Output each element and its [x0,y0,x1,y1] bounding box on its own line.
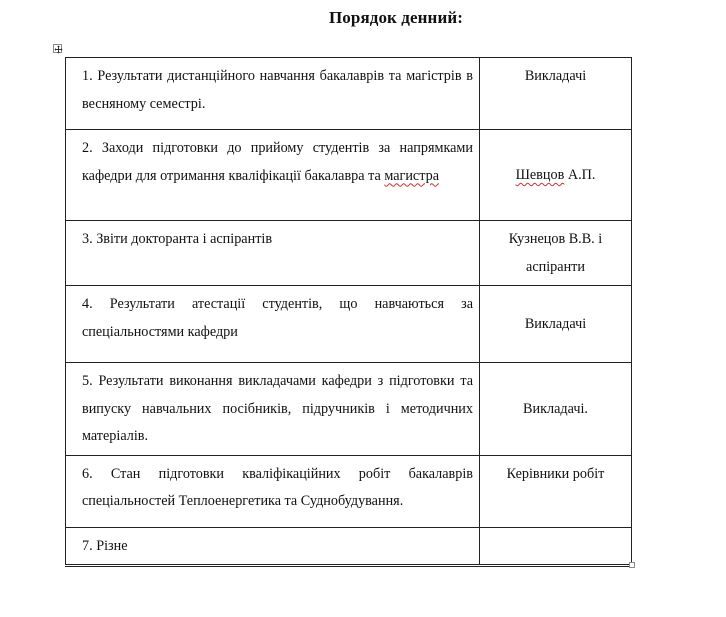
agenda-item: 5. Результати виконання викладачами кафедри з підготовки та випуску навчальних посібників, підручників і методичних матеріалів. [66,363,480,456]
agenda-item: 1. Результати дистанційного навчання бакалаврів та магістрів в весняному семестрі. [66,58,480,130]
agenda-responsible: Керівники робіт [480,455,632,527]
agenda-table [65,57,632,567]
table-row [66,527,632,566]
agenda-responsible [480,130,632,221]
agenda-item: 7. Різне [66,527,480,566]
agenda-responsible [480,527,632,566]
table-row [66,221,632,286]
agenda-item: 3. Звіти докторанта і аспірантів [66,221,480,286]
spellcheck-flagged-word[interactable]: магистра [384,167,439,184]
agenda-responsible-text: А.П. [564,166,596,183]
agenda-responsible: Викладачі [480,286,632,363]
table-row [66,363,632,456]
agenda-item: 6. Стан підготовки кваліфікаційних робіт бакалаврів спеціальностей Теплоенергетика та Суднобудування. [66,455,480,527]
table-move-handle-icon[interactable] [53,44,62,53]
spellcheck-flagged-word[interactable]: Шевцов [515,166,565,183]
agenda-item: 4. Результати атестації студентів, що навчаються за спеціальностями кафедри [66,286,480,363]
agenda-item [66,130,480,221]
table-row [66,455,632,527]
table-row [66,130,632,221]
agenda-responsible: Викладачі. [480,363,632,456]
document-title: Порядок денний: [328,8,463,27]
agenda-responsible: Кузнецов В.В. і аспіранти [480,221,632,286]
agenda-responsible: Викладачі [480,58,632,130]
table-resize-handle[interactable] [629,562,635,568]
table-row [66,286,632,363]
table-row [66,58,632,130]
agenda-item-text: 2. Заходи підготовки до прийому студентів за напрямками кафедри для отримання кваліфікації бакалавра та [82,140,473,184]
